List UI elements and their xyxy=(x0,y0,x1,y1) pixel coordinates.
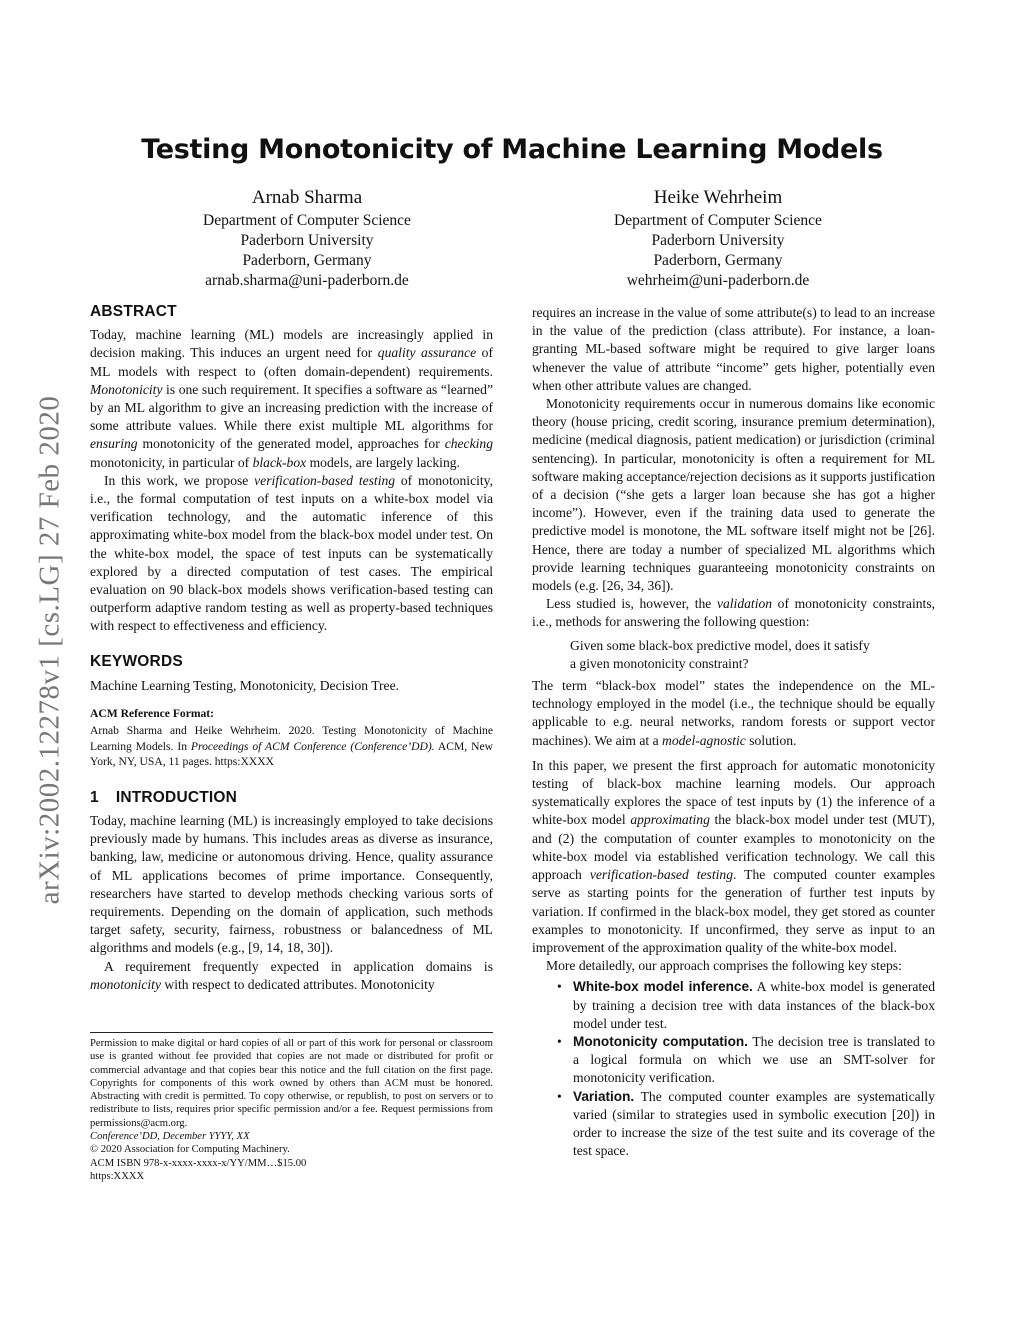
permission-notice: Permission to make digital or hard copies of all or part of this work for personal or classroom use is granted without fee provided that copies are not made or distributed for profit or commercial advantage and that copies bear this notice and the full citation on the first page. Copyrights for components of this work owned by others than ACM must be honored. Abstracting with credit is permitted. To copy otherwise, or republish, to post on servers or to redistribute to lists, requires prior specific permission and/or a fee. Request permissions from permissions@acm.org. xyxy=(90,1038,493,1129)
right-paragraph-1: requires an increase in the value of some attribute(s) to lead to an increase in the value of the prediction (class attribute). For instance, a loan-granting ML-based software might be required to give larger loans whenever the value of attribute “income” gets higher, potentially even when other attribute values are changed. xyxy=(532,305,935,393)
author-department: Department of Computer Science xyxy=(614,212,822,229)
paper-title: Testing Monotonicity of Machine Learning Models xyxy=(141,134,883,165)
acm-reference-text: Arnab Sharma and Heike Wehrheim. 2020. Testing Monotonicity of Machine Learning Models. In Proceedings of ACM Conference (Conference’DD). ACM, New York, NY, USA, 11 pages. https:XXXX xyxy=(90,724,493,769)
author-block-2 xyxy=(548,186,888,291)
acm-reference xyxy=(90,705,493,770)
copyright-line: © 2020 Association for Computing Machinery. xyxy=(90,1144,290,1156)
copyright-footnote xyxy=(90,1032,493,1183)
author-location: Paderborn, Germany xyxy=(242,252,372,269)
conference-line: Conference’DD, December YYYY, XX xyxy=(90,1131,250,1143)
list-item: • White-box model inference. A white-box model is generated by training a decision tree with data instances of the black-box model under test. xyxy=(557,979,935,1031)
author-email: arnab.sharma@uni-paderborn.de xyxy=(205,272,409,289)
author-name: Heike Wehrheim xyxy=(653,187,783,208)
right-paragraph-4: The term “black-box model” states the independence on the ML-technology employed in the model (i.e., the technique should be equally applicable to e.g. neural networks, random forests or support vector machines). We aim at a model-agnostic solution. xyxy=(532,678,935,748)
list-item: • Monotonicity computation. The decision tree is translated to a logical formula on which we use an SMT-solver for monotonicity verification. xyxy=(557,1033,935,1086)
question-line-2: a given monotonicity constraint? xyxy=(570,655,749,671)
author-university: Paderborn University xyxy=(240,232,374,249)
isbn-line: ACM ISBN 978-x-xxxx-xxxx-x/YY/MM…$15.00 xyxy=(90,1157,307,1169)
bullet-icon: • xyxy=(557,1088,562,1104)
left-column xyxy=(90,303,493,994)
introduction-heading: 1 INTRODUCTION xyxy=(90,788,238,806)
question-line-1: Given some black-box predictive model, does it satisfy xyxy=(570,637,870,653)
author-block-1 xyxy=(137,186,477,291)
intro-paragraph-1: Today, machine learning (ML) is increasingly employed to take decisions previously made by humans. This includes areas as diverse as insurance, banking, law, medicine or autonomous driving. Hence, quality assurance of ML applications becomes of prime importance. Consequently, researchers have started to develop methods checking various sorts of requirements. Depending on the domain of application, such methods target safety, security, fairness, robustness or balancedness of ML algorithms and models (e.g., [9, 14, 18, 30]). xyxy=(90,812,493,956)
right-paragraph-5: In this paper, we present the first approach for automatic monotonicity testing of black-box machine learning models. Our approach systematically explores the space of test inputs by (1) the inference of a white-box model approximating the black-box model under test (MUT), and (2) the computation of counter examples to monotonicity on the white-box model via established verification technology. We call this approach verification-based testing. The computed counter examples serve as starting points for the generation of further test inputs by variation. If confirmed in the black-box model, they get stored as counter examples to monotonicity. If unconfirmed, they serve as input to an improvement of the approximation quality of the white-box model. xyxy=(532,757,935,955)
author-university: Paderborn University xyxy=(651,232,785,249)
acm-reference-heading: ACM Reference Format: xyxy=(90,707,215,721)
research-question xyxy=(532,637,935,673)
right-column xyxy=(532,304,935,1160)
author-department: Department of Computer Science xyxy=(203,212,411,229)
keywords-text: Machine Learning Testing, Monotonicity, Decision Tree. xyxy=(90,677,400,693)
footnote-rule xyxy=(90,1032,493,1033)
abstract-heading: ABSTRACT xyxy=(90,303,177,320)
doi-line: https:XXXX xyxy=(90,1170,145,1182)
list-item: • Variation. The computed counter examples are systematically varied (similar to strategies used in symbolic execution [20]) in order to increase the size of the test suite and its coverage of the test space. xyxy=(557,1088,935,1159)
author-email: wehrheim@uni-paderborn.de xyxy=(626,272,810,289)
abstract-paragraph-1: Today, machine learning (ML) models are increasingly applied in decision making. This induces an urgent need for quality assurance of ML models with respect to (often domain-dependent) requirements. Monotonicity is one such requirement. It specifies a software as “learned” by an ML algorithm to give an increasing prediction with the increase of some attribute values. While there exist multiple ML algorithms for ensuring monotonicity of the generated model, approaches for checking monotonicity, in particular of black-box models, are largely lacking. xyxy=(90,327,493,470)
bullet-icon: • xyxy=(557,1033,562,1049)
right-paragraph-3: Less studied is, however, the validation of monotonicity constraints, i.e., methods for answering the following question: xyxy=(532,596,936,630)
intro-paragraph-2: A requirement frequently expected in application domains is monotonicity with respect to dedicated attributes. Monotonicity xyxy=(90,958,493,992)
author-location: Paderborn, Germany xyxy=(653,252,783,269)
right-paragraph-2: Monotonicity requirements occur in numerous domains like economic theory (house pricing, credit scoring, insurance premium determination), medicine (medical diagnosis, patient medication) or jurisdiction (criminal sentencing). In particular, monotonicity is often a requirement for ML software making acceptance/rejection decisions as it supports justification of a decision (“she gets a larger loan because she has got a higher income”). However, even if the training data used to generate the predictive model is monotone, the ML software itself might not be [26]. Hence, there are today a number of specialized ML algorithms which provide learning techniques guaranteeing monotonicity constraints on models (e.g. [26, 34, 36]). xyxy=(532,396,935,594)
key-steps-list xyxy=(532,978,935,1160)
arxiv-identifier xyxy=(30,355,70,945)
author-name: Arnab Sharma xyxy=(251,187,363,208)
right-paragraph-6: More detailedly, our approach comprises the following key steps: xyxy=(546,958,902,974)
keywords-heading: KEYWORDS xyxy=(90,652,183,670)
bullet-icon: • xyxy=(557,979,562,995)
abstract-paragraph-2: In this work, we propose verification-based testing of monotonicity, i.e., the formal computation of test inputs on a white-box model via verification technology, and the automatic inference of this approximating white-box model from the black-box model under test. On the white-box model, the space of test inputs can be systematically explored by a directed computation of test cases. The empirical evaluation on 90 black-box models shows verification-based testing can outperform adaptive random testing as well as property-based techniques with respect to effectiveness and efficiency. xyxy=(90,472,493,634)
arxiv-identifier-text: arXiv:2002.12278v1 [cs.LG] 27 Feb 2020 xyxy=(33,395,66,905)
